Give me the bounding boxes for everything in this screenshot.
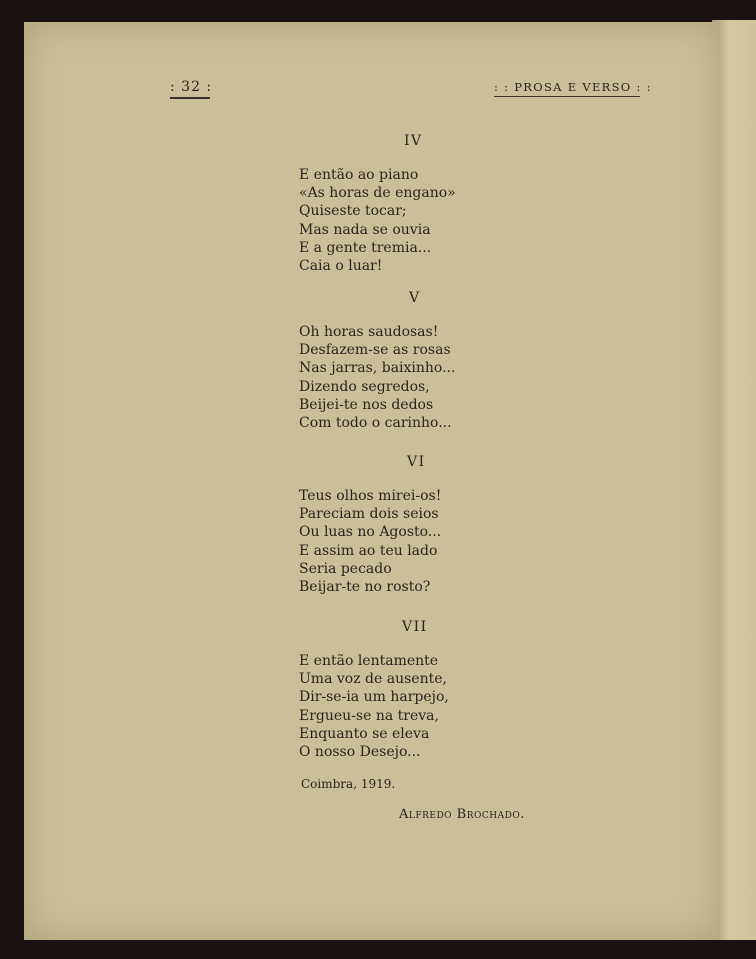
- verse-line: Seria pecado: [299, 560, 392, 577]
- page-number-underline: [170, 97, 210, 99]
- stanza: [299, 652, 449, 761]
- verse-line: Pareciam dois seios: [299, 506, 439, 523]
- section-heading: V: [409, 290, 421, 306]
- verse-line: Com todo o carinho...: [299, 415, 452, 432]
- page-number: : 32 :: [170, 79, 213, 95]
- verse-line: Quiseste tocar;: [299, 203, 407, 220]
- verse-line: E então ao piano: [299, 167, 419, 183]
- section-heading: VI: [407, 454, 426, 470]
- verse-line: Enquanto se eleva: [299, 725, 430, 742]
- verse-line: Uma voz de ausente,: [299, 671, 447, 688]
- stanza: [299, 487, 441, 596]
- verse-line: Oh horas saudosas!: [299, 324, 439, 340]
- running-title-underline: [494, 96, 640, 97]
- verse-line: Beijei-te nos dedos: [299, 396, 434, 413]
- verse-line: E assim ao teu lado: [299, 542, 438, 559]
- book-page: [24, 22, 720, 940]
- verse-line: Teus olhos mirei-os!: [299, 488, 442, 504]
- section-heading: VII: [402, 619, 428, 635]
- verse-line: Beijar-te no rosto?: [299, 579, 431, 596]
- verse-line: Desfazem-se as rosas: [299, 342, 451, 359]
- verse-line: Mas nada se ouvia: [299, 221, 431, 238]
- verse-line: Nas jarras, baixinho...: [299, 360, 456, 377]
- verse-line: E a gente tremia...: [299, 239, 432, 256]
- verse-line: E então lentamente: [299, 653, 439, 669]
- stanza: [299, 323, 455, 432]
- verse-line: «As horas de engano»: [299, 185, 456, 202]
- author-signature: Alfredo Brochado.: [399, 807, 525, 822]
- stanza: [299, 166, 456, 275]
- running-title: : : PROSA E VERSO : :: [494, 80, 652, 94]
- verse-line: Ou luas no Agosto...: [299, 524, 442, 541]
- verse-line: Dizendo segredos,: [299, 378, 430, 395]
- verse-line: Ergueu-se na treva,: [299, 707, 439, 724]
- verse-line: O nosso Desejo...: [299, 744, 421, 761]
- verse-line: Caia o luar!: [299, 258, 383, 275]
- section-heading: IV: [404, 133, 423, 149]
- verse-line: Dir-se-ia um harpejo,: [299, 689, 449, 706]
- place-date: Coimbra, 1919.: [301, 777, 396, 791]
